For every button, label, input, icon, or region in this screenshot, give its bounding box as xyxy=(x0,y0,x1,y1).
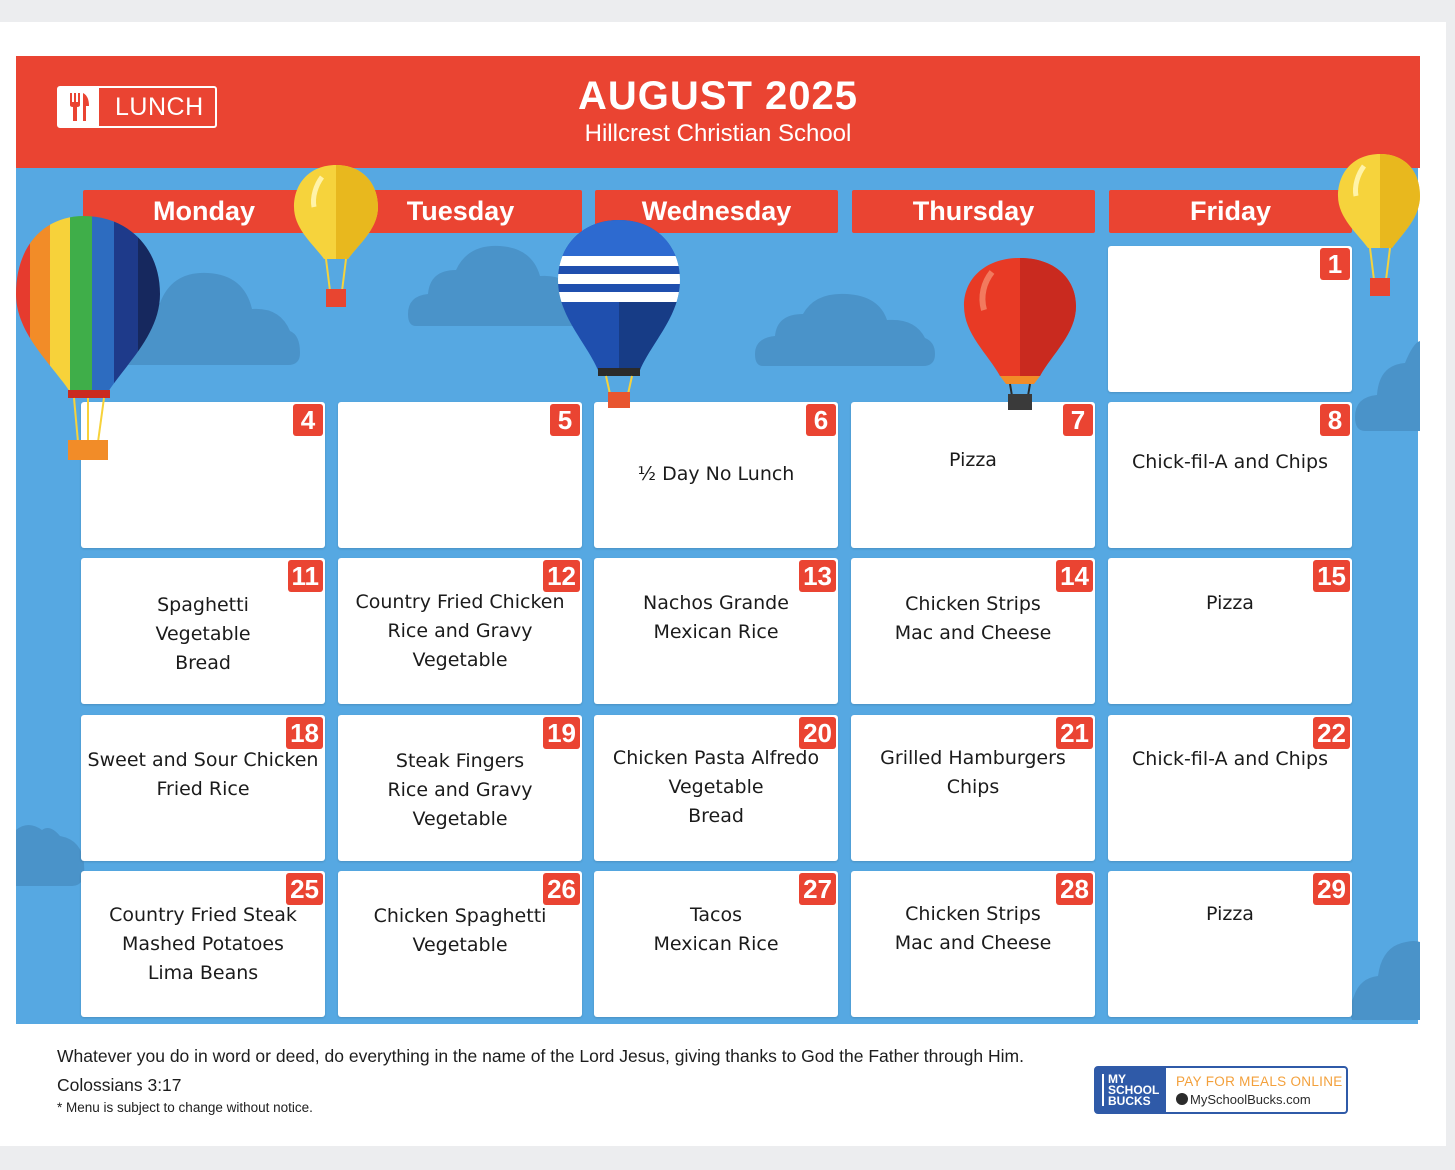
logo-line: SCHOOL xyxy=(1108,1083,1160,1097)
day-cell xyxy=(594,558,838,704)
logo-line: BUCKS xyxy=(1108,1094,1151,1108)
menu-item: Mac and Cheese xyxy=(894,622,1052,644)
date-number: 11 xyxy=(288,560,324,592)
globe-icon xyxy=(1176,1093,1188,1105)
menu-text xyxy=(851,900,1095,958)
cloud-icon xyxy=(755,290,935,370)
menu-item: Vegetable xyxy=(412,808,508,830)
menu-disclaimer: * Menu is subject to change without notice. xyxy=(57,1100,313,1115)
lunch-badge-label: LUNCH xyxy=(115,93,204,121)
menu-item: Pizza xyxy=(1206,592,1254,614)
date-number: 21 xyxy=(1056,717,1093,749)
menu-text xyxy=(1108,448,1352,477)
day-header-monday: Monday xyxy=(83,190,325,233)
menu-item: Mexican Rice xyxy=(653,933,779,955)
menu-item: Pizza xyxy=(1206,903,1254,925)
pay-online-text: PAY FOR MEALS ONLINE xyxy=(1176,1074,1343,1089)
day-header-tuesday: Tuesday xyxy=(339,190,582,233)
date-number: 28 xyxy=(1056,873,1093,905)
menu-item: Rice and Gravy xyxy=(387,620,533,642)
day-cell xyxy=(851,402,1095,548)
menu-item: Chicken Strips xyxy=(905,593,1041,615)
yellow-balloon-icon xyxy=(1336,152,1420,298)
myschoolbucks-badge[interactable] xyxy=(1094,1066,1348,1114)
logo-line: MY xyxy=(1108,1072,1126,1086)
day-cell xyxy=(594,402,838,548)
menu-item: Sweet and Sour Chicken xyxy=(87,749,319,771)
menu-text xyxy=(338,747,582,834)
day-header-friday: Friday xyxy=(1109,190,1352,233)
day-cell xyxy=(851,558,1095,704)
date-number: 15 xyxy=(1313,560,1350,592)
menu-item: Country Fried Steak xyxy=(109,904,297,926)
cloud-icon xyxy=(1355,335,1420,435)
day-cell xyxy=(1108,715,1352,861)
menu-item: Vegetable xyxy=(155,623,251,645)
menu-item: Pizza xyxy=(949,449,997,471)
menu-text xyxy=(81,901,325,988)
menu-item: Tacos xyxy=(689,904,743,926)
menu-text xyxy=(81,591,325,678)
menu-item: Chicken Strips xyxy=(905,903,1041,925)
day-cell xyxy=(1108,402,1352,548)
menu-item: ½ Day No Lunch xyxy=(637,463,795,485)
day-cell xyxy=(338,402,582,548)
verse-reference: Colossians 3:17 xyxy=(57,1075,182,1095)
day-cell xyxy=(594,871,838,1017)
menu-item: Vegetable xyxy=(412,934,508,956)
page-title: AUGUST 2025 xyxy=(578,74,858,118)
menu-item: Steak Fingers xyxy=(395,750,525,772)
menu-item: Chick-fil-A and Chips xyxy=(1132,748,1328,770)
day-cell xyxy=(81,871,325,1017)
date-number: 19 xyxy=(543,717,580,749)
date-number: 27 xyxy=(799,873,836,905)
menu-item: Spaghetti xyxy=(157,594,249,616)
menu-item: Vegetable xyxy=(412,649,508,671)
date-number: 22 xyxy=(1313,717,1350,749)
myschoolbucks-link[interactable]: MySchoolBucks.com xyxy=(1190,1092,1311,1107)
day-cell xyxy=(1108,871,1352,1017)
menu-text xyxy=(338,588,582,675)
menu-text xyxy=(81,746,325,804)
date-number: 8 xyxy=(1320,404,1350,436)
menu-text xyxy=(851,446,1095,475)
menu-text xyxy=(594,901,838,959)
day-cell xyxy=(81,715,325,861)
red-balloon-icon xyxy=(962,256,1078,412)
menu-item: Mac and Cheese xyxy=(894,932,1052,954)
day-cell xyxy=(338,715,582,861)
menu-text xyxy=(594,744,838,831)
menu-item: Rice and Gravy xyxy=(387,779,533,801)
date-number: 14 xyxy=(1056,560,1093,592)
menu-item: Bread xyxy=(175,652,231,674)
date-number: 20 xyxy=(799,717,836,749)
menu-text xyxy=(594,460,838,489)
menu-text xyxy=(338,902,582,960)
menu-text xyxy=(851,590,1095,648)
menu-text xyxy=(1108,589,1352,618)
day-cell xyxy=(851,715,1095,861)
menu-item: Country Fried Chicken xyxy=(355,591,565,613)
cloud-icon xyxy=(1348,920,1420,1020)
rainbow-balloon-icon xyxy=(16,214,162,464)
day-cell xyxy=(1108,246,1352,392)
day-cell xyxy=(851,871,1095,1017)
day-cell xyxy=(1108,558,1352,704)
date-number: 5 xyxy=(550,404,580,436)
menu-text xyxy=(594,589,838,647)
day-cell xyxy=(594,715,838,861)
menu-item: Vegetable xyxy=(668,776,764,798)
menu-item: Mexican Rice xyxy=(653,621,779,643)
date-number: 13 xyxy=(799,560,836,592)
date-number: 6 xyxy=(806,404,836,436)
date-number: 18 xyxy=(286,717,323,749)
date-number: 7 xyxy=(1063,404,1093,436)
day-cell xyxy=(338,558,582,704)
menu-text xyxy=(1108,745,1352,774)
menu-item: Nachos Grande xyxy=(643,592,789,614)
date-number: 25 xyxy=(286,873,323,905)
menu-item: Mashed Potatoes xyxy=(122,933,284,955)
menu-text xyxy=(1108,900,1352,929)
date-number: 12 xyxy=(543,560,580,592)
menu-text xyxy=(851,744,1095,802)
menu-item: Lima Beans xyxy=(147,962,259,984)
menu-item: Bread xyxy=(688,805,744,827)
yellow-balloon-icon xyxy=(292,163,380,309)
myschoolbucks-logo xyxy=(1096,1068,1166,1112)
day-header-thursday: Thursday xyxy=(852,190,1095,233)
day-cell xyxy=(81,558,325,704)
day-cell xyxy=(338,871,582,1017)
date-number: 29 xyxy=(1313,873,1350,905)
day-header-wednesday: Wednesday xyxy=(595,190,838,233)
menu-item: Chicken Spaghetti xyxy=(373,905,547,927)
school-name: Hillcrest Christian School xyxy=(584,120,852,147)
date-number: 26 xyxy=(543,873,580,905)
menu-item: Chick-fil-A and Chips xyxy=(1132,451,1328,473)
cloud-icon xyxy=(16,820,86,890)
date-number: 1 xyxy=(1320,248,1350,280)
blue-balloon-icon xyxy=(556,218,682,410)
menu-item: Chicken Pasta Alfredo xyxy=(612,747,820,769)
menu-item: Grilled Hamburgers xyxy=(880,747,1066,769)
menu-item: Fried Rice xyxy=(156,778,250,800)
menu-item: Chips xyxy=(946,776,1000,798)
bible-verse: Whatever you do in word or deed, do everything in the name of the Lord Jesus, giving thanks to God the Father through Him. xyxy=(57,1046,1024,1066)
date-number: 4 xyxy=(293,404,323,436)
